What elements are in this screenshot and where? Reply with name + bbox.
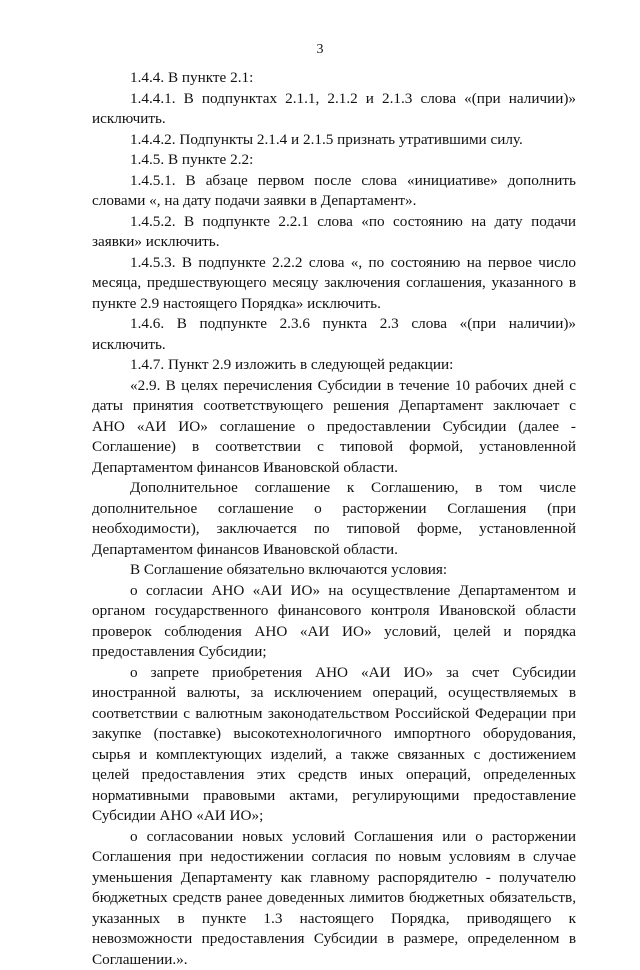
paragraph-additional-agreement: Дополнительное соглашение к Соглашению, в том числе дополнительное соглашение о расторжении Соглашения (при необходимости), заключается по типовой форме, установленной Департаментом финансов Ивановской области. xyxy=(92,478,576,560)
paragraph-1-4-7: 1.4.7. Пункт 2.9 изложить в следующей редакции: xyxy=(92,355,576,376)
paragraph-1-4-5-3: 1.4.5.3. В подпункте 2.2.2 слова «, по состоянию на первое число месяца, предшествующего месяцу заключения соглашения, указанного в пункте 2.9 настоящего Порядка» исключить. xyxy=(92,253,576,315)
paragraph-1-4-5-2: 1.4.5.2. В подпункте 2.2.1 слова «по состоянию на дату подачи заявки» исключить. xyxy=(92,212,576,253)
page-number: 3 xyxy=(0,42,640,58)
paragraph-condition-consent: о согласии АНО «АИ ИО» на осуществление Департаментом и органом государственного финансового контроля Ивановской области проверок соблюдения АНО «АИ ИО» условий, целей и порядка предоставления Субсидии; xyxy=(92,581,576,663)
document-body xyxy=(92,68,576,970)
paragraph-conditions-intro: В Соглашение обязательно включаются условия: xyxy=(92,560,576,581)
paragraph-1-4-4-1: 1.4.4.1. В подпунктах 2.1.1, 2.1.2 и 2.1.3 слова «(при наличии)» исключить. xyxy=(92,89,576,130)
paragraph-1-4-4-2: 1.4.4.2. Подпункты 2.1.4 и 2.1.5 признать утратившими силу. xyxy=(92,130,576,151)
paragraph-1-4-6: 1.4.6. В подпункте 2.3.6 пункта 2.3 слова «(при наличии)» исключить. xyxy=(92,314,576,355)
paragraph-condition-currency-ban: о запрете приобретения АНО «АИ ИО» за счет Субсидии иностранной валюты, за исключением операций, осуществляемых в соответствии с валютным законодательством Российской Федерации при закупке (поставке) высокотехнологичного импортного оборудования, сырья и комплектующих изделий, а также связанных с достижением целей предоставления этих средств иных операций, определенных нормативными правовыми актами, регулирующими предоставление Субсидии АНО «АИ ИО»; xyxy=(92,663,576,827)
paragraph-1-4-5: 1.4.5. В пункте 2.2: xyxy=(92,150,576,171)
paragraph-2-9: «2.9. В целях перечисления Субсидии в течение 10 рабочих дней с даты принятия соответствующего решения Департамент заключает с АНО «АИ ИО» соглашение о предоставлении Субсидии (далее - Соглашение) в соответствии с типовой формой, установленной Департаментом финансов Ивановской области. xyxy=(92,376,576,479)
paragraph-1-4-5-1: 1.4.5.1. В абзаце первом после слова «инициативе» дополнить словами «, на дату подачи заявки в Департамент». xyxy=(92,171,576,212)
paragraph-condition-new-terms: о согласовании новых условий Соглашения или о расторжении Соглашения при недостижении согласия по новым условиям в случае уменьшения Департаменту как главному распорядителю - получателю бюджетных средств ранее доведенных лимитов бюджетных обязательств, указанных в пункте 1.3 настоящего Порядка, приводящего к невозможности предоставления Субсидии в размере, определенном в Соглашении.». xyxy=(92,827,576,970)
paragraph-1-4-4: 1.4.4. В пункте 2.1: xyxy=(92,68,576,89)
